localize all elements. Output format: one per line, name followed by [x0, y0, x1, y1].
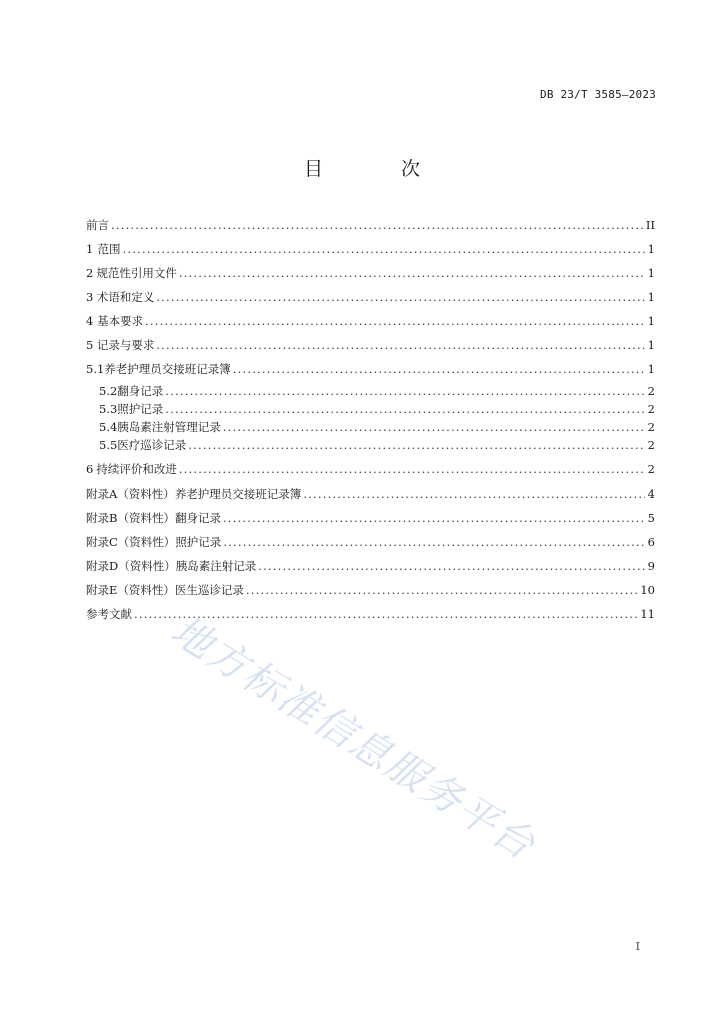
leader-dots — [233, 362, 645, 376]
toc-entry-label: 前言 — [86, 218, 109, 232]
toc-entry-appendix-e[interactable] — [86, 583, 655, 597]
toc-entry-page: 5 — [647, 511, 655, 525]
toc-entry-label: 基本要求 — [97, 314, 144, 328]
toc-entry-page: 2 — [647, 438, 655, 452]
leader-dots — [179, 266, 645, 280]
toc-entry-page: 4 — [647, 487, 655, 501]
toc-entry-label: 参考文献 — [86, 607, 132, 621]
toc-entry-label: 医疗巡诊记录 — [117, 438, 187, 452]
leader-dots — [223, 420, 645, 434]
toc-entry-label: 翻身记录 — [174, 511, 221, 525]
page-title: 目 次 — [303, 158, 457, 180]
toc-entry-page: II — [645, 218, 655, 232]
leader-dots — [223, 535, 645, 549]
toc-entry-page: 2 — [647, 420, 655, 434]
toc-entry-number: 3 — [86, 290, 94, 304]
toc-entry-label: 养老护理员交接班记录簿 — [174, 487, 302, 501]
toc-entry-5-3[interactable] — [99, 402, 655, 416]
toc-entry-label: 照护记录 — [117, 402, 164, 416]
toc-entry-page: 1 — [647, 290, 655, 304]
leader-dots — [223, 511, 645, 525]
toc-entry-page: 1 — [647, 338, 655, 352]
toc-entry-number: 5 — [86, 338, 94, 352]
standard-code: DB 23/T 3585—2023 — [540, 88, 656, 101]
leader-dots — [303, 487, 645, 501]
leader-dots — [123, 242, 645, 256]
toc-entry-page: 2 — [647, 384, 655, 398]
toc-entry-foreword[interactable] — [86, 218, 655, 232]
toc-entry-label: 持续评价和改进 — [96, 462, 177, 476]
toc-entry-label: 翻身记录 — [117, 384, 164, 398]
leader-dots — [156, 290, 645, 304]
toc-entry-references[interactable] — [86, 607, 655, 621]
toc-entry-5-1[interactable] — [86, 362, 655, 376]
toc-entry-3[interactable] — [86, 290, 655, 304]
toc-entry-number: 附录B（资料性） — [86, 511, 175, 525]
toc-entry-6[interactable] — [86, 462, 655, 476]
leader-dots — [165, 384, 645, 398]
leader-dots — [165, 402, 645, 416]
toc-entry-appendix-a[interactable] — [86, 487, 655, 501]
leader-dots — [188, 438, 645, 452]
toc-entry-label: 养老护理员交接班记录簿 — [104, 362, 231, 376]
toc-entry-number: 附录C（资料性） — [86, 535, 176, 549]
toc-entry-page: 6 — [647, 535, 655, 549]
leader-dots — [145, 314, 645, 328]
toc-entry-number: 2 — [86, 266, 94, 280]
toc-entry-number: 5.5 — [99, 438, 118, 452]
toc-entry-2[interactable] — [86, 266, 655, 280]
toc-entry-page: 11 — [640, 607, 655, 621]
toc-entry-page: 1 — [647, 314, 655, 328]
toc-entry-number: 附录E（资料性） — [86, 583, 175, 597]
toc-entry-page: 9 — [647, 559, 655, 573]
toc-entry-number: 5.2 — [99, 384, 118, 398]
page-number: I — [635, 940, 640, 953]
toc-entry-5[interactable] — [86, 338, 655, 352]
watermark: 地方标准信息服务平台 — [162, 607, 544, 870]
leader-dots — [156, 338, 645, 352]
leader-dots — [111, 218, 644, 232]
toc-entry-number: 附录A（资料性） — [86, 487, 175, 501]
toc-entry-label: 规范性引用文件 — [96, 266, 177, 280]
toc-entry-number: 5.3 — [99, 402, 118, 416]
toc-entry-page: 10 — [640, 583, 655, 597]
leader-dots — [258, 559, 645, 573]
leader-dots — [179, 462, 645, 476]
toc-entry-label: 术语和定义 — [96, 290, 155, 304]
toc-entry-appendix-b[interactable] — [86, 511, 655, 525]
toc-entry-label: 照护记录 — [175, 535, 222, 549]
toc-entry-5-4[interactable] — [99, 420, 655, 434]
toc-entry-appendix-d[interactable] — [86, 559, 655, 573]
toc-entry-page: 1 — [647, 242, 655, 256]
toc-entry-number: 1 — [86, 242, 94, 256]
toc-entry-5-5[interactable] — [99, 438, 655, 452]
toc-entry-page: 1 — [647, 266, 655, 280]
toc-entry-number: 5.4 — [99, 420, 118, 434]
toc-entry-5-2[interactable] — [99, 384, 655, 398]
toc-entry-label: 胰岛素注射管理记录 — [117, 420, 221, 434]
toc-entry-number: 5.1 — [86, 362, 105, 376]
toc-entry-label: 胰岛素注射记录 — [175, 559, 257, 573]
toc-entry-number: 6 — [86, 462, 94, 476]
toc-entry-1[interactable] — [86, 242, 655, 256]
toc-entry-4[interactable] — [86, 314, 655, 328]
toc-entry-label: 医生巡诊记录 — [174, 583, 244, 597]
leader-dots — [246, 583, 638, 597]
toc-entry-label: 记录与要求 — [96, 338, 155, 352]
toc-entry-label: 范围 — [97, 242, 121, 256]
toc-entry-appendix-c[interactable] — [86, 535, 655, 549]
toc-entry-number: 4 — [86, 314, 94, 328]
toc-entry-page: 2 — [647, 402, 655, 416]
toc-entry-page: 1 — [647, 362, 655, 376]
toc-entry-number: 附录D（资料性） — [86, 559, 176, 573]
toc-entry-page: 2 — [647, 462, 655, 476]
